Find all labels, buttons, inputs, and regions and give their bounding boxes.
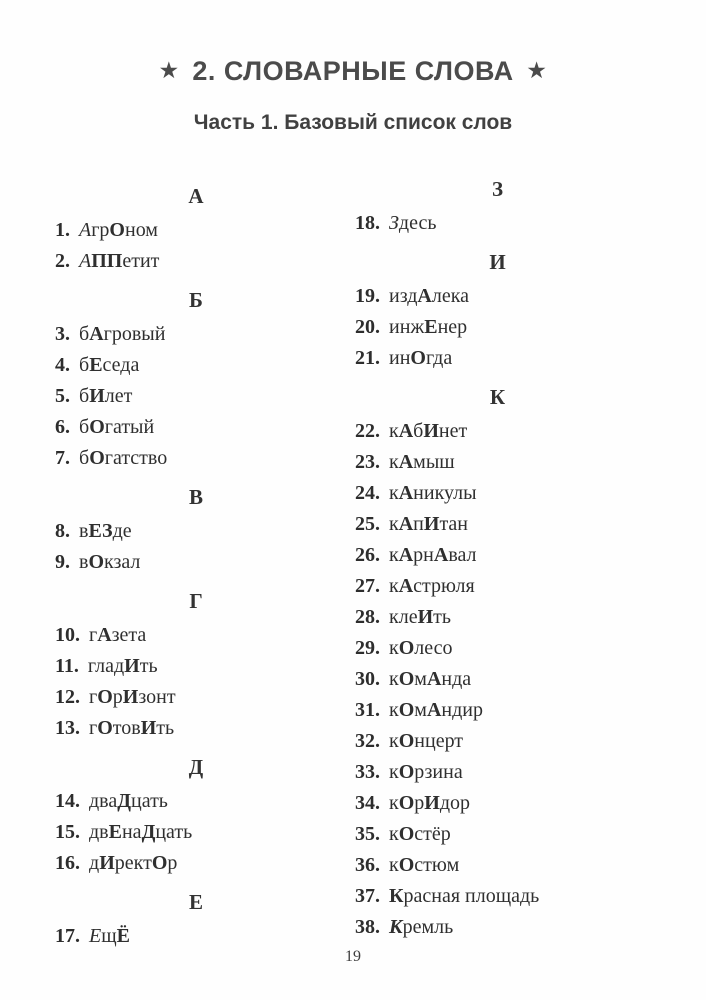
word-segment: р (167, 852, 178, 874)
word-segment: А (417, 285, 432, 307)
word-segment: цать (155, 821, 193, 843)
word-segment: О (398, 637, 415, 659)
word-segment: лесо (414, 637, 453, 659)
page-number: 19 (345, 948, 361, 965)
word-segment: И (122, 686, 139, 708)
word-segment: О (97, 717, 113, 739)
entry-word (389, 482, 477, 504)
entry-word (79, 323, 165, 345)
word-segment: седа (102, 354, 140, 376)
entry-number: 8. (55, 520, 70, 542)
entry-word (389, 637, 453, 659)
word-segment: лет (104, 385, 133, 407)
list-item (55, 246, 337, 277)
word-segment: де (112, 520, 132, 542)
entry-number: 12. (55, 686, 80, 708)
word-segment: г (89, 624, 98, 646)
entry-number: 9. (55, 551, 70, 573)
word-segment: п (413, 513, 424, 535)
letter-header-И: И (489, 250, 506, 274)
entry-number: 14. (55, 790, 80, 812)
entry-number: 2. (55, 250, 70, 272)
list-item (55, 817, 337, 848)
word-segment: б (79, 385, 90, 407)
list-item (55, 786, 337, 817)
letter-header-Г: Г (189, 589, 203, 613)
list-item (355, 850, 640, 881)
list-item (355, 447, 640, 478)
entry-word (389, 347, 452, 369)
entry-word (389, 513, 468, 535)
right-star-icon: ★ (527, 60, 547, 82)
word-segment: два (89, 790, 118, 812)
word-segment: О (410, 347, 426, 369)
word-segment: глад (87, 655, 125, 677)
word-segment: б (413, 420, 424, 442)
word-segment: к (389, 761, 399, 783)
word-segment: О (151, 852, 168, 874)
word-segment: А (79, 219, 92, 241)
word-segment: вал (448, 544, 477, 566)
entry-word (389, 668, 471, 690)
entry-number: 19. (355, 285, 380, 307)
entry-number: 22. (355, 420, 380, 442)
list-item (355, 208, 640, 239)
word-segment: нцерт (414, 730, 464, 752)
word-segment: тов (112, 717, 141, 739)
word-segment: цать (131, 790, 168, 812)
word-segment: ть (139, 655, 158, 677)
word-segment: О (97, 686, 113, 708)
word-list-column-right (355, 174, 640, 943)
word-segment: кзал (104, 551, 141, 573)
word-segment: зета (111, 624, 147, 646)
entry-number: 33. (355, 761, 380, 783)
list-item (355, 881, 640, 912)
list-item (55, 620, 337, 651)
word-segment: Е (424, 316, 438, 338)
word-segment: О (398, 668, 415, 690)
entry-number: 34. (355, 792, 380, 814)
word-segment: мыш (413, 451, 455, 473)
word-segment: Д (141, 821, 156, 843)
list-item (355, 757, 640, 788)
word-segment: А (398, 513, 414, 535)
word-segment: рзина (414, 761, 463, 783)
word-segment: А (79, 250, 92, 272)
word-segment: к (389, 637, 399, 659)
entry-word (89, 790, 168, 812)
word-segment: дор (439, 792, 471, 814)
entry-word (389, 420, 467, 442)
word-segment: к (389, 730, 399, 752)
word-segment: А (398, 451, 414, 473)
word-segment: к (389, 854, 399, 876)
entry-number: 25. (355, 513, 380, 535)
list-item (355, 540, 640, 571)
word-segment: к (389, 575, 399, 597)
entry-number: 20. (355, 316, 380, 338)
word-segment: к (389, 792, 399, 814)
word-segment: к (389, 823, 399, 845)
list-item (355, 788, 640, 819)
entry-number: 11. (55, 655, 79, 677)
entry-number: 21. (355, 347, 380, 369)
word-segment: щ (101, 925, 117, 947)
entry-word (389, 212, 436, 234)
entry-number: 23. (355, 451, 380, 473)
left-star-icon: ★ (159, 60, 179, 82)
word-segment: О (398, 792, 415, 814)
entry-number: 6. (55, 416, 70, 438)
entry-word (89, 686, 176, 708)
word-segment: к (389, 451, 399, 473)
entry-word (89, 717, 174, 739)
list-item (355, 912, 640, 943)
list-item (55, 443, 337, 474)
entry-number: 1. (55, 219, 70, 241)
word-segment: К (389, 916, 403, 938)
word-segment: гда (425, 347, 453, 369)
list-item (55, 381, 337, 412)
list-item (55, 350, 337, 381)
word-segment: О (89, 447, 105, 469)
entry-number: 3. (55, 323, 70, 345)
list-item (355, 819, 640, 850)
entry-word (79, 219, 158, 241)
word-segment: И (424, 792, 440, 814)
word-segment: гр (91, 219, 110, 241)
word-segment: ндир (441, 699, 483, 721)
list-item (55, 713, 337, 744)
letter-header-Д: Д (188, 755, 204, 779)
word-segment: А (433, 544, 449, 566)
entry-word (389, 575, 475, 597)
word-segment: А (97, 624, 112, 646)
list-item (55, 319, 337, 350)
entry-word (89, 624, 146, 646)
word-segment: тан (439, 513, 469, 535)
word-segment: нда (441, 668, 472, 690)
entry-number: 31. (355, 699, 380, 721)
entry-word (389, 730, 463, 752)
word-segment: О (398, 699, 415, 721)
entry-number: 26. (355, 544, 380, 566)
word-segment: И (140, 717, 157, 739)
list-item (355, 509, 640, 540)
list-item (55, 516, 337, 547)
word-segment: гатый (104, 416, 155, 438)
word-segment: Д (117, 790, 131, 812)
word-segment: ремль (402, 916, 454, 938)
word-segment: изд (389, 285, 418, 307)
entry-word (79, 416, 154, 438)
list-item (55, 682, 337, 713)
word-segment: О (88, 551, 105, 573)
entry-word (389, 761, 463, 783)
letter-header-З: З (491, 177, 504, 201)
letter-header-К: К (489, 385, 506, 409)
word-segment: О (398, 823, 415, 845)
word-segment: К (389, 885, 404, 907)
word-segment: А (89, 323, 104, 345)
entry-number: 5. (55, 385, 70, 407)
word-segment: И (99, 852, 115, 874)
word-segment: к (389, 668, 399, 690)
word-segment: О (398, 761, 415, 783)
word-segment: рект (114, 852, 152, 874)
entry-number: 17. (55, 925, 80, 947)
entry-word (389, 451, 455, 473)
word-segment: етит (122, 250, 160, 272)
word-segment: ЕЗ (88, 520, 113, 542)
word-segment: б (79, 323, 90, 345)
entry-word (89, 925, 130, 947)
entry-word (389, 606, 451, 628)
entry-word (389, 885, 539, 907)
list-item (355, 312, 640, 343)
word-segment: О (89, 416, 105, 438)
list-item (55, 547, 337, 578)
list-item (355, 281, 640, 312)
entry-number: 16. (55, 852, 80, 874)
word-segment: А (398, 420, 414, 442)
entry-number: 27. (355, 575, 380, 597)
word-segment: никулы (413, 482, 477, 504)
word-segment: А (398, 575, 414, 597)
word-segment: в (79, 551, 89, 573)
entry-number: 4. (55, 354, 70, 376)
entry-word (389, 285, 469, 307)
word-segment: к (389, 513, 399, 535)
entry-word (389, 699, 483, 721)
list-item (355, 633, 640, 664)
word-segment: стрюля (413, 575, 475, 597)
word-segment: О (398, 730, 415, 752)
word-segment: И (417, 606, 434, 628)
word-segment: д (89, 852, 100, 874)
entry-number: 36. (355, 854, 380, 876)
entry-word (389, 316, 467, 338)
list-item (355, 478, 640, 509)
word-segment: И (124, 655, 140, 677)
word-segment: кле (389, 606, 418, 628)
word-segment: ин (389, 347, 411, 369)
entry-word (89, 821, 192, 843)
word-segment: И (423, 513, 440, 535)
entry-number: 35. (355, 823, 380, 845)
word-segment: г (89, 686, 98, 708)
entry-number: 7. (55, 447, 70, 469)
word-segment: нет (438, 420, 468, 442)
entry-number: 32. (355, 730, 380, 752)
word-segment: б (79, 416, 90, 438)
entry-number: 13. (55, 717, 80, 739)
entry-word (79, 520, 132, 542)
word-segment: м (414, 668, 427, 690)
entry-number: 37. (355, 885, 380, 907)
list-item (355, 571, 640, 602)
list-item (55, 848, 337, 879)
entry-number: 10. (55, 624, 80, 646)
word-segment: г (89, 717, 98, 739)
word-segment: десь (398, 212, 437, 234)
word-segment: ПП (91, 250, 123, 272)
letter-header-В: В (188, 485, 203, 509)
word-list-column-left (55, 181, 337, 952)
entry-number: 18. (355, 212, 380, 234)
word-segment: ть (156, 717, 175, 739)
word-segment: И (423, 420, 439, 442)
word-segment: на (121, 821, 142, 843)
page-title (0, 0, 706, 87)
entry-word (79, 551, 140, 573)
word-segment: А (398, 482, 414, 504)
word-segment: З (389, 212, 399, 234)
entry-word (79, 354, 139, 376)
entry-word (88, 655, 158, 677)
letter-header-Б: Б (189, 288, 203, 312)
word-segment: Ё (116, 925, 130, 947)
word-segment: рн (413, 544, 434, 566)
word-segment: ном (124, 219, 158, 241)
entry-word (89, 852, 177, 874)
word-segment: р (112, 686, 123, 708)
letter-header-Е: Е (188, 890, 203, 914)
entry-number: 29. (355, 637, 380, 659)
word-segment: расная площадь (403, 885, 540, 907)
entry-word (389, 544, 477, 566)
word-segment: Е (108, 821, 122, 843)
word-segment: к (389, 420, 399, 442)
word-segment: А (426, 668, 442, 690)
list-item (355, 602, 640, 633)
entry-word (389, 916, 453, 938)
list-item (55, 412, 337, 443)
word-segment: зонт (138, 686, 176, 708)
entry-number: 28. (355, 606, 380, 628)
entry-word (79, 385, 132, 407)
word-segment: Е (89, 925, 102, 947)
word-segment: лека (431, 285, 470, 307)
list-item (55, 215, 337, 246)
word-segment: дв (89, 821, 109, 843)
page-title-text: 2. СЛОВАРНЫЕ СЛОВА (192, 56, 514, 86)
word-segment: стёр (414, 823, 451, 845)
entry-word (79, 250, 159, 272)
word-segment: гатство (104, 447, 168, 469)
word-segment: О (109, 219, 125, 241)
entry-number: 24. (355, 482, 380, 504)
entry-word (79, 447, 167, 469)
word-segment: И (89, 385, 105, 407)
word-segment: гровый (103, 323, 166, 345)
word-segment: ть (433, 606, 452, 628)
section-subtitle: Часть 1. Базовый список слов (193, 111, 513, 134)
word-segment: Е (89, 354, 103, 376)
list-item (355, 726, 640, 757)
word-segment: нер (437, 316, 468, 338)
entry-word (389, 854, 459, 876)
word-segment: р (414, 792, 425, 814)
word-segment: б (79, 447, 90, 469)
entry-number: 15. (55, 821, 80, 843)
word-segment: к (389, 482, 399, 504)
word-segment: к (389, 699, 399, 721)
word-segment: О (398, 854, 415, 876)
word-segment: в (79, 520, 89, 542)
word-segment: м (414, 699, 427, 721)
entry-word (389, 792, 470, 814)
word-segment: инж (389, 316, 425, 338)
list-item (355, 695, 640, 726)
list-item (55, 651, 337, 682)
word-segment: б (79, 354, 90, 376)
entry-number: 30. (355, 668, 380, 690)
list-item (355, 416, 640, 447)
word-segment: стюм (414, 854, 460, 876)
entry-word (389, 823, 451, 845)
list-item (355, 664, 640, 695)
letter-header-А: А (188, 184, 204, 208)
word-segment: А (398, 544, 414, 566)
entry-number: 38. (355, 916, 380, 938)
list-item (355, 343, 640, 374)
word-segment: А (426, 699, 442, 721)
word-segment: к (389, 544, 399, 566)
